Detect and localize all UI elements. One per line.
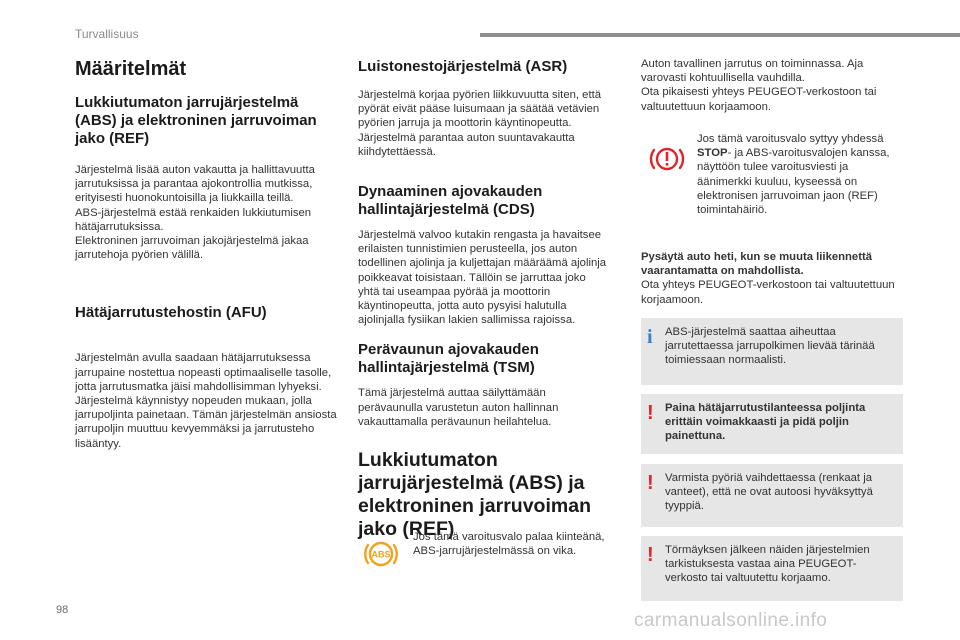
watermark: carmanualsonline.info [634,610,828,631]
warn-stop: STOP [697,147,728,160]
warning-box-wheels [641,464,903,527]
afu-heading: Hätäjarrutustehostin (AFU) [75,304,267,322]
ref-body: Järjestelmä lisää auton vakautta ja hallittavuutta jarrutuksissa ja parantaa ajokontrollia mutkissa, erityisesti huonokuntoisilla ja liukkailla teillä. ABS-järjestelmä estää renkaiden lukkiutumisen hätäjarrutuksissa. Elektroninen jarruvoiman jakojärjestelmä jakaa jarrutehoja pyörien välillä. [75,164,315,262]
cds-body: Järjestelmä valvoo kutakin rengasta ja havaitsee erilaisten tunnistimien perusteella, jos auton todellinen ajolinja ja kuljettajan määräämä ajolinja poikkeavat toisistaan. Tällöin se jarruttaa joko yhtä tai useampaa pyörää ja moottorin käyntinopeutta, jotta auto pysyisi halutulla ajolinjalla fysiikan lakien sallimissa rajoissa. [358,229,607,327]
cds-heading: Dynaaminen ajovakauden hallintajärjestelmä (CDS) [358,183,543,219]
abs-heading: Lukkiutumaton jarrujärjestelmä (ABS) ja elektroninen jarruvoiman jako (REF) [358,449,591,541]
warning-icon: ! [647,472,654,494]
warning-box-collision [641,536,903,601]
asr-heading: Luistonestojärjestelmä (ASR) [358,58,568,75]
abs-warning-lamp-icon [362,536,400,572]
ref-heading: Lukkiutumaton jarrujärjestelmä (ABS) ja elektroninen jarruvoiman jako (REF) [75,94,317,147]
warning-box-press-text: Paina hätäjarrutustilanteessa poljinta erittäin voimakkaasti ja pidä poljin painettuna. [665,402,866,443]
tsm-body: Tämä järjestelmä auttaa säilyttämään perävaunulla varustetun auton hallinnan vakauttamalla perävaunun heilahtelua. [358,387,559,428]
column-middle [358,55,608,541]
brake-warning-text [697,132,897,217]
stop-bold-text: Pysäytä auto heti, kun se muuta liikennettä vaarantamatta on mahdollista. [641,251,873,278]
page-title: Määritelmät [75,58,187,80]
asr-body: Järjestelmä korjaa pyörien liikkuvuutta siten, että pyörät eivät pääse luisumaan ja säätää vetävien pyörien jarruja ja moottorin käyntinopeutta. Järjestelmä parantaa auton suuntavakautta kiihdytettäessä. [358,89,601,158]
warn-prefix: Jos tämä varoitusvalo syttyy yhdessä [697,133,884,145]
info-icon: i [647,326,653,348]
afu-body: Järjestelmän avulla saadaan hätäjarrutuksessa jarrupaine nostettua nopeasti optimaaliselle tasolle, jotta jarrutusmatka jäisi mahdollisimman lyhyeksi. Järjestelmä käynnistyy nopeuden mukaan, jolla jarrupoljinta painetaan. Tämän järjestelmän ansiosta jarrupoljin muuttuu kevyemmäksi ja jarrutusteho lisääntyy. [75,352,337,450]
info-box-abs [641,318,903,385]
info-box-text: ABS-järjestelmä saattaa aiheuttaa jarrutettaessa jarrupolkimen lievää tärinää toimiessaan normaalisti. [665,326,875,367]
brake-warning-lamp-icon [648,143,686,175]
abs-icon-label: ABS [371,549,391,560]
page-number: 98 [56,604,69,616]
warn-suffix: - ja ABS-varoitusvalojen kanssa, näyttöön tulee varoitusviesti ja äänimerkki kuuluu, kyseessä on elektronisen jarruvoiman jaon (REF) toimintahäiriö. [697,147,890,217]
warning-box-wheels-text: Varmista pyöriä vaihdettaessa (renkaat ja vanteet), että ne ovat autoosi hyväksyttyä tyyppiä. [665,472,873,513]
intro-text: Auton tavallinen jarrutus on toiminnassa. Aja varovasti kohtuullisella vauhdilla. Ota pikaisesti yhteys PEUGEOT-verkostoon tai valtuutettuun korjaamoon. [641,58,877,113]
section-label: Turvallisuus [75,27,139,41]
stop-instruction [641,250,903,307]
warning-box-collision-text: Törmäyksen jälkeen näiden järjestelmien tarkistuksesta vastaa aina PEUGEOT-verkosto tai valtuutettu korjaamo. [665,544,870,585]
header-rule [480,33,960,37]
tsm-heading: Perävaunun ajovakauden hallintajärjestelmä (TSM) [358,341,539,377]
warning-box-press [641,394,903,454]
stop-normal-text: Ota yhteys PEUGEOT-verkostoon tai valtuutettuun korjaamoon. [641,279,895,306]
abs-warning-text: Jos tämä varoitusvalo palaa kiinteänä, ABS-jarrujärjestelmässä on vika. [413,531,605,558]
column-left [75,55,337,451]
warning-icon: ! [647,402,654,424]
warning-icon: ! [647,544,654,566]
